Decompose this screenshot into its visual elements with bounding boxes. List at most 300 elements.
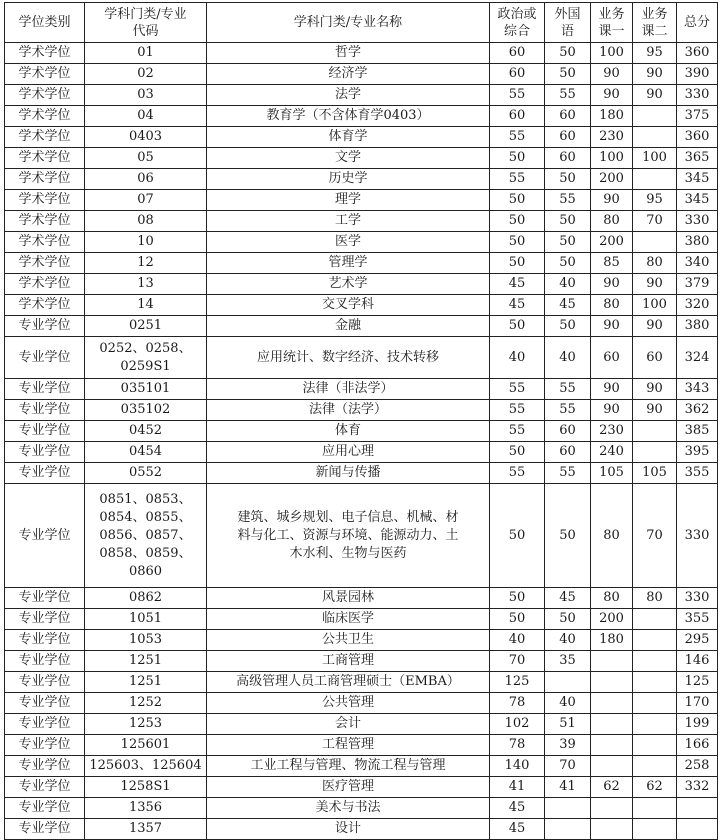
major-code-cell: 0252、0258、 0259S1: [85, 337, 207, 379]
total-score-cell: 320: [677, 295, 718, 316]
table-row: [5, 64, 718, 85]
table-row: [5, 106, 718, 127]
subject-two-score-cell: 90: [633, 400, 677, 421]
subject-two-score-cell: [633, 630, 677, 651]
subject-one-score-cell: 62: [591, 777, 633, 798]
subject-one-score-cell: 80: [591, 588, 633, 609]
table-row: [5, 630, 718, 651]
major-name-cell: 医疗管理: [207, 777, 490, 798]
major-name-cell: 历史学: [207, 169, 490, 190]
language-score-cell: 40: [545, 630, 591, 651]
major-name-cell: 高级管理人员工商管理硕士（EMBA）: [207, 672, 490, 693]
major-code-cell: 1051: [85, 609, 207, 630]
degree-type-cell: 专业学位: [5, 651, 85, 672]
major-code-cell: 10: [85, 232, 207, 253]
subject-two-score-cell: 90: [633, 64, 677, 85]
subject-one-score-cell: 90: [591, 85, 633, 106]
table-row: [5, 588, 718, 609]
table-row: [5, 295, 718, 316]
subject-two-score-cell: 95: [633, 43, 677, 64]
table-row: [5, 379, 718, 400]
major-name-cell: 临床医学: [207, 609, 490, 630]
total-score-cell: 170: [677, 693, 718, 714]
politics-score-cell: 55: [490, 169, 545, 190]
major-code-cell: 1252: [85, 693, 207, 714]
politics-score-cell: 70: [490, 651, 545, 672]
degree-type-cell: 专业学位: [5, 379, 85, 400]
major-code-cell: 1357: [85, 819, 207, 840]
major-name-cell: 公共卫生: [207, 630, 490, 651]
language-score-cell: 60: [545, 148, 591, 169]
politics-score-cell: 78: [490, 693, 545, 714]
subject-two-score-cell: [633, 232, 677, 253]
major-code-cell: 035102: [85, 400, 207, 421]
language-score-cell: 60: [545, 421, 591, 442]
politics-score-cell: 102: [490, 714, 545, 735]
major-name-cell: 文学: [207, 148, 490, 169]
subject-two-score-cell: [633, 169, 677, 190]
subject-one-score-cell: 240: [591, 442, 633, 463]
degree-type-cell: 专业学位: [5, 609, 85, 630]
table-body: [5, 43, 718, 840]
language-score-cell: [545, 819, 591, 840]
major-code-cell: 13: [85, 274, 207, 295]
degree-type-cell: 专业学位: [5, 400, 85, 421]
subject-one-score-cell: 90: [591, 64, 633, 85]
major-code-cell: 0851、0853、 0854、0855、 0856、0857、 0858、0859、 0860: [85, 484, 207, 588]
language-score-cell: 50: [545, 43, 591, 64]
major-name-cell: 经济学: [207, 64, 490, 85]
degree-type-cell: 学术学位: [5, 274, 85, 295]
subject-one-score-cell: 90: [591, 190, 633, 211]
degree-type-cell: 专业学位: [5, 484, 85, 588]
language-score-cell: 45: [545, 588, 591, 609]
total-score-cell: 330: [677, 211, 718, 232]
total-score-cell: [677, 798, 718, 819]
degree-type-cell: 学术学位: [5, 169, 85, 190]
table-row: [5, 672, 718, 693]
degree-type-cell: 专业学位: [5, 630, 85, 651]
table-row: [5, 190, 718, 211]
table-row: [5, 43, 718, 64]
table-row: [5, 798, 718, 819]
subject-one-score-cell: [591, 693, 633, 714]
degree-type-cell: 学术学位: [5, 64, 85, 85]
language-score-cell: 51: [545, 714, 591, 735]
table-row: [5, 693, 718, 714]
table-row: [5, 819, 718, 840]
subject-one-score-cell: 105: [591, 463, 633, 484]
language-score-cell: 55: [545, 85, 591, 106]
total-score-cell: 125: [677, 672, 718, 693]
major-name-cell: 美术与书法: [207, 798, 490, 819]
major-name-cell: 教育学（不含体育学0403）: [207, 106, 490, 127]
language-score-cell: [545, 672, 591, 693]
table-row: [5, 609, 718, 630]
degree-type-cell: 学术学位: [5, 232, 85, 253]
subject-one-score-cell: 100: [591, 148, 633, 169]
language-score-cell: 55: [545, 190, 591, 211]
degree-type-cell: 专业学位: [5, 316, 85, 337]
degree-type-cell: 学术学位: [5, 253, 85, 274]
major-code-cell: 0552: [85, 463, 207, 484]
politics-score-cell: 55: [490, 85, 545, 106]
major-code-cell: 1251: [85, 672, 207, 693]
column-header: 政治或 综合: [490, 3, 545, 43]
language-score-cell: 50: [545, 484, 591, 588]
subject-two-score-cell: [633, 672, 677, 693]
total-score-cell: [677, 819, 718, 840]
subject-one-score-cell: [591, 756, 633, 777]
language-score-cell: 55: [545, 379, 591, 400]
degree-type-cell: 专业学位: [5, 672, 85, 693]
major-name-cell: 新闻与传播: [207, 463, 490, 484]
total-score-cell: 380: [677, 232, 718, 253]
subject-two-score-cell: 95: [633, 190, 677, 211]
language-score-cell: 60: [545, 106, 591, 127]
column-header: 业务 课一: [591, 3, 633, 43]
language-score-cell: 40: [545, 274, 591, 295]
table-row: [5, 463, 718, 484]
table-row: [5, 337, 718, 379]
total-score-cell: 330: [677, 484, 718, 588]
subject-one-score-cell: [591, 798, 633, 819]
major-code-cell: 08: [85, 211, 207, 232]
politics-score-cell: 78: [490, 735, 545, 756]
table-row: [5, 274, 718, 295]
language-score-cell: [545, 798, 591, 819]
degree-type-cell: 学术学位: [5, 211, 85, 232]
degree-type-cell: 专业学位: [5, 421, 85, 442]
politics-score-cell: 55: [490, 379, 545, 400]
politics-score-cell: 50: [490, 609, 545, 630]
major-name-cell: 应用统计、数字经济、技术转移: [207, 337, 490, 379]
major-code-cell: 035101: [85, 379, 207, 400]
subject-two-score-cell: 105: [633, 463, 677, 484]
table-row: [5, 169, 718, 190]
table-row: [5, 421, 718, 442]
major-name-cell: 医学: [207, 232, 490, 253]
subject-two-score-cell: 100: [633, 295, 677, 316]
subject-one-score-cell: [591, 672, 633, 693]
language-score-cell: 41: [545, 777, 591, 798]
major-code-cell: 0454: [85, 442, 207, 463]
major-name-cell: 法律（非法学）: [207, 379, 490, 400]
table-row: [5, 148, 718, 169]
subject-two-score-cell: 100: [633, 148, 677, 169]
major-code-cell: 05: [85, 148, 207, 169]
language-score-cell: 50: [545, 316, 591, 337]
major-code-cell: 07: [85, 190, 207, 211]
language-score-cell: 39: [545, 735, 591, 756]
major-name-cell: 会计: [207, 714, 490, 735]
total-score-cell: 365: [677, 148, 718, 169]
language-score-cell: 55: [545, 400, 591, 421]
column-header: 业务 课二: [633, 3, 677, 43]
major-code-cell: 1251: [85, 651, 207, 672]
subject-two-score-cell: [633, 819, 677, 840]
language-score-cell: 60: [545, 442, 591, 463]
politics-score-cell: 125: [490, 672, 545, 693]
subject-one-score-cell: 200: [591, 169, 633, 190]
subject-two-score-cell: 90: [633, 316, 677, 337]
table-row: [5, 651, 718, 672]
subject-one-score-cell: [591, 735, 633, 756]
degree-type-cell: 专业学位: [5, 714, 85, 735]
language-score-cell: 50: [545, 232, 591, 253]
major-name-cell: 工业工程与管理、物流工程与管理: [207, 756, 490, 777]
degree-type-cell: 专业学位: [5, 693, 85, 714]
total-score-cell: 379: [677, 274, 718, 295]
major-name-cell: 工商管理: [207, 651, 490, 672]
degree-type-cell: 专业学位: [5, 756, 85, 777]
politics-score-cell: 55: [490, 421, 545, 442]
subject-one-score-cell: 230: [591, 421, 633, 442]
subject-two-score-cell: [633, 442, 677, 463]
total-score-cell: 345: [677, 169, 718, 190]
table-row: [5, 484, 718, 588]
total-score-cell: 199: [677, 714, 718, 735]
politics-score-cell: 50: [490, 253, 545, 274]
politics-score-cell: 45: [490, 798, 545, 819]
degree-type-cell: 专业学位: [5, 588, 85, 609]
subject-two-score-cell: [633, 609, 677, 630]
table-row: [5, 442, 718, 463]
major-code-cell: 0251: [85, 316, 207, 337]
subject-one-score-cell: 80: [591, 484, 633, 588]
subject-two-score-cell: 90: [633, 379, 677, 400]
degree-type-cell: 学术学位: [5, 106, 85, 127]
subject-two-score-cell: [633, 106, 677, 127]
total-score-cell: 258: [677, 756, 718, 777]
major-name-cell: 建筑、城乡规划、电子信息、机械、材 料与化工、资源与环境、能源动力、土 木水利、生物与医药: [207, 484, 490, 588]
major-name-cell: 法学: [207, 85, 490, 106]
total-score-cell: 324: [677, 337, 718, 379]
degree-type-cell: 学术学位: [5, 127, 85, 148]
language-score-cell: 50: [545, 169, 591, 190]
column-header: 外国 语: [545, 3, 591, 43]
politics-score-cell: 55: [490, 400, 545, 421]
subject-one-score-cell: 200: [591, 232, 633, 253]
subject-two-score-cell: 90: [633, 85, 677, 106]
major-code-cell: 125601: [85, 735, 207, 756]
column-header: 总分: [677, 3, 718, 43]
politics-score-cell: 55: [490, 463, 545, 484]
politics-score-cell: 45: [490, 274, 545, 295]
major-name-cell: 交叉学科: [207, 295, 490, 316]
subject-two-score-cell: 60: [633, 337, 677, 379]
subject-two-score-cell: [633, 127, 677, 148]
major-code-cell: 1253: [85, 714, 207, 735]
degree-type-cell: 学术学位: [5, 85, 85, 106]
politics-score-cell: 60: [490, 64, 545, 85]
subject-one-score-cell: 85: [591, 253, 633, 274]
language-score-cell: 50: [545, 64, 591, 85]
politics-score-cell: 60: [490, 106, 545, 127]
politics-score-cell: 50: [490, 211, 545, 232]
degree-type-cell: 专业学位: [5, 798, 85, 819]
table-row: [5, 232, 718, 253]
total-score-cell: 332: [677, 777, 718, 798]
subject-two-score-cell: [633, 798, 677, 819]
politics-score-cell: 41: [490, 777, 545, 798]
subject-two-score-cell: [633, 735, 677, 756]
language-score-cell: 35: [545, 651, 591, 672]
politics-score-cell: 50: [490, 190, 545, 211]
major-code-cell: 06: [85, 169, 207, 190]
subject-two-score-cell: 62: [633, 777, 677, 798]
degree-type-cell: 专业学位: [5, 735, 85, 756]
degree-type-cell: 学术学位: [5, 190, 85, 211]
politics-score-cell: 45: [490, 295, 545, 316]
major-code-cell: 12: [85, 253, 207, 274]
major-code-cell: 01: [85, 43, 207, 64]
subject-two-score-cell: [633, 693, 677, 714]
politics-score-cell: 140: [490, 756, 545, 777]
subject-one-score-cell: 90: [591, 274, 633, 295]
language-score-cell: 50: [545, 211, 591, 232]
politics-score-cell: 60: [490, 43, 545, 64]
language-score-cell: 60: [545, 127, 591, 148]
total-score-cell: 360: [677, 43, 718, 64]
major-name-cell: 风景园林: [207, 588, 490, 609]
total-score-cell: 330: [677, 85, 718, 106]
politics-score-cell: 55: [490, 127, 545, 148]
table-row: [5, 400, 718, 421]
degree-type-cell: 学术学位: [5, 295, 85, 316]
politics-score-cell: 45: [490, 819, 545, 840]
subject-one-score-cell: [591, 819, 633, 840]
total-score-cell: 343: [677, 379, 718, 400]
subject-two-score-cell: [633, 756, 677, 777]
major-name-cell: 工程管理: [207, 735, 490, 756]
subject-one-score-cell: [591, 651, 633, 672]
major-name-cell: 金融: [207, 316, 490, 337]
column-header: 学位类别: [5, 3, 85, 43]
total-score-cell: 385: [677, 421, 718, 442]
total-score-cell: 362: [677, 400, 718, 421]
total-score-cell: 380: [677, 316, 718, 337]
major-name-cell: 哲学: [207, 43, 490, 64]
degree-type-cell: 专业学位: [5, 337, 85, 379]
total-score-cell: 355: [677, 609, 718, 630]
column-header: 学科门类/专业名称: [207, 3, 490, 43]
degree-type-cell: 学术学位: [5, 43, 85, 64]
subject-one-score-cell: 90: [591, 400, 633, 421]
major-name-cell: 艺术学: [207, 274, 490, 295]
major-code-cell: 03: [85, 85, 207, 106]
language-score-cell: 45: [545, 295, 591, 316]
language-score-cell: 50: [545, 253, 591, 274]
major-code-cell: 1258S1: [85, 777, 207, 798]
language-score-cell: 55: [545, 463, 591, 484]
total-score-cell: 375: [677, 106, 718, 127]
subject-one-score-cell: 180: [591, 630, 633, 651]
major-code-cell: 0862: [85, 588, 207, 609]
major-name-cell: 公共管理: [207, 693, 490, 714]
total-score-cell: 355: [677, 463, 718, 484]
total-score-cell: 345: [677, 190, 718, 211]
subject-one-score-cell: 80: [591, 211, 633, 232]
degree-type-cell: 专业学位: [5, 442, 85, 463]
major-code-cell: 0403: [85, 127, 207, 148]
major-name-cell: 理学: [207, 190, 490, 211]
major-code-cell: 0452: [85, 421, 207, 442]
subject-one-score-cell: 180: [591, 106, 633, 127]
table-row: [5, 714, 718, 735]
subject-two-score-cell: 70: [633, 484, 677, 588]
degree-type-cell: 专业学位: [5, 777, 85, 798]
major-name-cell: 工学: [207, 211, 490, 232]
subject-one-score-cell: 90: [591, 379, 633, 400]
table-row: [5, 127, 718, 148]
total-score-cell: 166: [677, 735, 718, 756]
major-code-cell: 1053: [85, 630, 207, 651]
subject-one-score-cell: 80: [591, 295, 633, 316]
politics-score-cell: 40: [490, 337, 545, 379]
table-row: [5, 211, 718, 232]
politics-score-cell: 50: [490, 588, 545, 609]
subject-two-score-cell: 70: [633, 211, 677, 232]
major-code-cell: 125603、125604: [85, 756, 207, 777]
table-row: [5, 316, 718, 337]
score-table: [4, 2, 718, 840]
major-name-cell: 设计: [207, 819, 490, 840]
total-score-cell: 146: [677, 651, 718, 672]
table-row: [5, 756, 718, 777]
subject-one-score-cell: 90: [591, 316, 633, 337]
total-score-cell: 340: [677, 253, 718, 274]
degree-type-cell: 专业学位: [5, 819, 85, 840]
subject-two-score-cell: 90: [633, 274, 677, 295]
subject-one-score-cell: 200: [591, 609, 633, 630]
subject-two-score-cell: 80: [633, 253, 677, 274]
column-header: 学科门类/专业 代码: [85, 3, 207, 43]
language-score-cell: 40: [545, 337, 591, 379]
subject-two-score-cell: [633, 651, 677, 672]
major-code-cell: 02: [85, 64, 207, 85]
subject-one-score-cell: 60: [591, 337, 633, 379]
major-name-cell: 法律（法学）: [207, 400, 490, 421]
politics-score-cell: 40: [490, 630, 545, 651]
subject-two-score-cell: [633, 714, 677, 735]
politics-score-cell: 50: [490, 232, 545, 253]
table-row: [5, 253, 718, 274]
subject-two-score-cell: [633, 421, 677, 442]
politics-score-cell: 50: [490, 316, 545, 337]
language-score-cell: 50: [545, 609, 591, 630]
politics-score-cell: 50: [490, 148, 545, 169]
header-row: [5, 3, 718, 43]
major-name-cell: 应用心理: [207, 442, 490, 463]
subject-two-score-cell: 80: [633, 588, 677, 609]
table-row: [5, 777, 718, 798]
major-name-cell: 管理学: [207, 253, 490, 274]
politics-score-cell: 50: [490, 484, 545, 588]
major-name-cell: 体育: [207, 421, 490, 442]
subject-one-score-cell: 100: [591, 43, 633, 64]
table-row: [5, 85, 718, 106]
total-score-cell: 330: [677, 588, 718, 609]
politics-score-cell: 50: [490, 442, 545, 463]
major-name-cell: 体育学: [207, 127, 490, 148]
total-score-cell: 360: [677, 127, 718, 148]
subject-one-score-cell: [591, 714, 633, 735]
language-score-cell: 40: [545, 693, 591, 714]
total-score-cell: 390: [677, 64, 718, 85]
subject-one-score-cell: 230: [591, 127, 633, 148]
degree-type-cell: 学术学位: [5, 148, 85, 169]
